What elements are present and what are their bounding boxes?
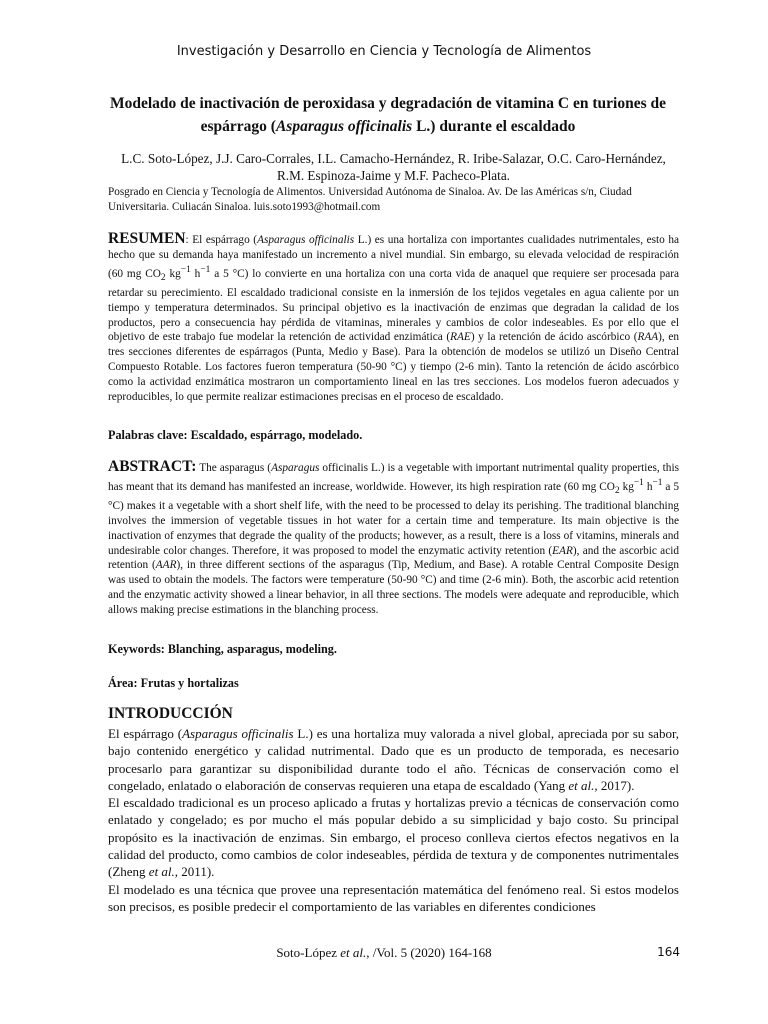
resumen-abbr-raa: RAA bbox=[637, 331, 659, 344]
abstract-text: ), and the ascorbic acid retention ( bbox=[108, 544, 679, 572]
resumen-text: L.) es una hortaliza con importantes cualidades nutrimentales, esto ha hecho que su demanda haya manifestado un incremento a nivel mundial. Sin embargo, su elevada velocidad de respiración (60 mg CO bbox=[108, 234, 680, 280]
abstract-abbr-ear: EAR bbox=[552, 544, 573, 557]
resumen-abbr-rae: RAE bbox=[450, 331, 471, 344]
resumen-text: h bbox=[190, 267, 201, 280]
introduccion-body bbox=[108, 725, 679, 915]
resumen-heading: RESUMEN bbox=[108, 230, 186, 247]
footer-author: Soto-López bbox=[276, 945, 341, 960]
abstract-superscript: −1 bbox=[633, 477, 644, 488]
intro-paragraph-3: El modelado es una técnica que provee una representación matemática del fenómeno real. Si estos modelos son precisos, es posible predecir el comportamiento de las variables en diferentes condiciones bbox=[108, 881, 679, 914]
affiliation: Posgrado en Ciencia y Tecnología de Alimentos. Universidad Autónoma de Sinaloa. Av. De las Américas s/n, Ciudad Universitaria. Culiacán Sinaloa. luis.soto1993@hotmail.com bbox=[108, 186, 632, 213]
introduccion-heading: INTRODUCCIÓN bbox=[108, 705, 233, 722]
authors-line-2: R.M. Espinoza-Jaime y M.F. Pacheco-Plata. bbox=[277, 168, 510, 183]
abstract-abbr-aar: AAR bbox=[155, 559, 177, 572]
intro-text: L.) es una hortaliza muy valorada a nivel global, apreciada por su sabor, bajo contenido energético y calidad nutrimental. Dado que es un producto de temporada, es necesario procesarlo para garantizar su disponibilidad durante todo el año. Técnicas de conservación como el congelado, enlatado o elaboración de conservas requieren una etapa de escaldado (Yang bbox=[108, 726, 679, 793]
abstract-species: Asparagus bbox=[271, 462, 320, 474]
intro-etal: et al., bbox=[568, 777, 598, 793]
abstract-superscript: −1 bbox=[652, 477, 663, 488]
resumen-text: ), en tres secciones diferentes de espárragos (Punta, Medio y Base). Para la obtención de modelos se utilizó un Diseño Central Compuesto Rotable. Los factores fueron temperatura (50-90 °C) y tiempo (2-6 min). Tanto la retención de ácido ascórbico como la actividad enzimática mostraron un comportamiento lineal en las tres secciones. Los modelos fueron adecuados y reproducibles, lo que permite realizar estimaciones precisas en el proceso de escaldado. bbox=[108, 331, 679, 404]
footer-etal: et al., bbox=[340, 945, 370, 960]
resumen-species: Asparagus officinalis bbox=[257, 234, 355, 246]
abstract-text: kg bbox=[619, 480, 634, 493]
title-part2: L.) durante el escaldado bbox=[412, 118, 576, 135]
intro-text: El escaldado tradicional es un proceso aplicado a frutas y hortalizas previo a técnicas de conservación como enlatado y congelado; es por mucho el más popular debido a su simplicidad y bajo costo. Su principal propósito es la inactivación de enzimas. Sin embargo, el proceso conlleva ciertos efectos negativos en la calidad del producto, como cambios de color indeseables, pérdida de textura y de componentes nutrimentales (Zheng bbox=[108, 795, 679, 880]
page-number: 164 bbox=[657, 945, 680, 959]
abstract-text: officinalis L.) is a vegetable with important nutrimental quality properties, this has meant that its demand has manifested an increase, worldwide. However, its high respiration rate (60 mg CO bbox=[108, 462, 679, 493]
resumen-subscript: 2 bbox=[160, 272, 166, 283]
abstract-text: h bbox=[643, 480, 653, 493]
abstract-text: ), in three different sections of the asparagus (Tip, Medium, and Base). A rotable Central Composite Design was used to obtain the models. The factors were temperature (50-90 °C) and time (2-6 min). Both, the ascorbic acid retention and the enzymatic activity showed a linear behavior, in all three sections. The models were adequate and reproducible, which allows making precise estimations in the blanching process. bbox=[108, 559, 679, 617]
intro-etal: et al., bbox=[148, 864, 179, 880]
authors bbox=[108, 150, 679, 184]
resumen-superscript: −1 bbox=[180, 264, 191, 275]
resumen-colon: : bbox=[185, 234, 189, 246]
resumen-text: El espárrago ( bbox=[188, 234, 258, 246]
intro-paragraph-2 bbox=[108, 794, 679, 880]
abstract-subscript: 2 bbox=[614, 485, 620, 496]
abstract-text: a 5 °C) makes it a vegetable with a short shelf life, with the need to be processed to delay its perishing. The traditional blanching involves the immersion of vegetable tissues in hot water for a certain time and temperature. Its main objective is the inactivation of enzymes that degrade the quality of the products; however, as a result, there is a loss of vitamins, minerals and undesirable color changes. Therefore, it was proposed to model the enzymatic activity retention ( bbox=[108, 480, 679, 557]
resumen-text: a 5 °C) lo convierte en una hortaliza con una corta vida de anaquel que requiere ser procesada para retardar su perecimiento. El escaldado tradicional consiste en la inmersión de los tejidos vegetales en agua caliente por un tiempo y temperatura determinados. Su principal objetivo es la inactivación de enzimas que degradan la calidad de los productos, pero a consecuencia hay pérdida de vitaminas, minerales y cambios de color indeseables. Es por ello que el objetivo de este trabajo fue modelar la retención de actividad enzimática ( bbox=[108, 267, 680, 344]
resumen-text: ) y la retención de ácido ascórbico ( bbox=[470, 331, 638, 344]
intro-species: Asparagus officinalis bbox=[182, 726, 294, 741]
title-part1: Modelado de inactivación de peroxidasa y degradación de vitamina C en turiones de espárrago ( bbox=[109, 95, 666, 135]
abstract-heading: ABSTRACT: bbox=[108, 458, 197, 475]
intro-text: El espárrago ( bbox=[108, 726, 183, 741]
resumen-superscript: −1 bbox=[200, 264, 211, 275]
abstract-text: The asparagus ( bbox=[196, 462, 272, 474]
intro-text: 2017). bbox=[597, 777, 635, 793]
journal-header: Investigación y Desarrollo en Ciencia y Tecnología de Alimentos bbox=[176, 44, 592, 59]
intro-paragraph-1 bbox=[108, 725, 679, 794]
abstract-section bbox=[108, 460, 679, 618]
subject-area: Área: Frutas y hortalizas bbox=[108, 676, 239, 690]
title-species: Asparagus officinalis bbox=[275, 118, 413, 135]
authors-line-1: L.C. Soto-López, J.J. Caro-Corrales, I.L. Camacho-Hernández, R. Iribe-Salazar, O.C. Caro-Hernández, bbox=[121, 151, 666, 166]
resumen-section bbox=[108, 232, 679, 405]
palabras-clave: Palabras clave: Escaldado, espárrago, modelado. bbox=[108, 428, 363, 442]
footer-volume: /Vol. 5 (2020) 164-168 bbox=[369, 945, 492, 960]
paper-title bbox=[100, 92, 676, 138]
keywords: Keywords: Blanching, asparagus, modeling. bbox=[108, 642, 337, 656]
resumen-text: kg bbox=[165, 267, 181, 280]
intro-text: 2011). bbox=[178, 864, 215, 880]
